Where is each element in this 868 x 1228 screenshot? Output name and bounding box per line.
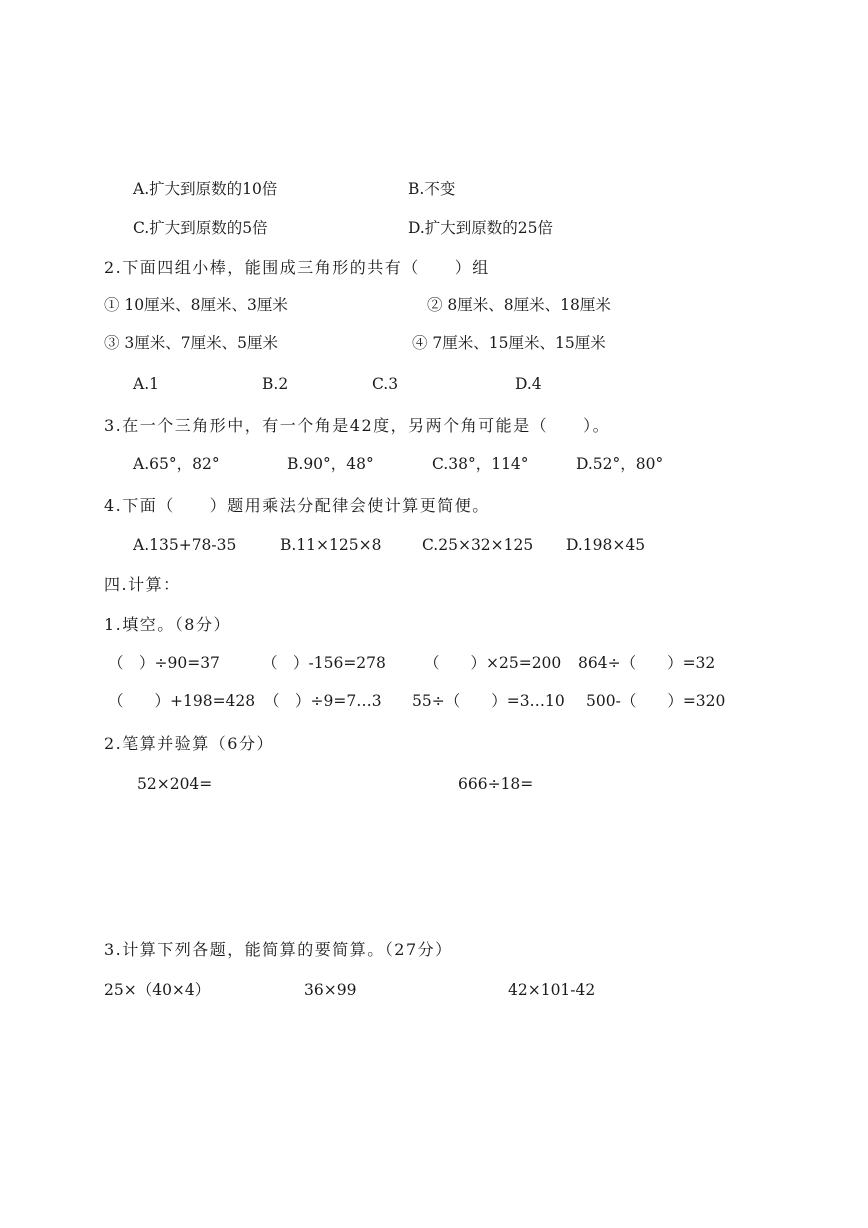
q4-option-d: D.198×45 xyxy=(566,536,646,554)
fill-in-item: （ ）-156=278 xyxy=(262,654,386,672)
written-calc-item: 666÷18= xyxy=(458,775,534,793)
q4-option-c: C.25×32×125 xyxy=(422,536,534,554)
simplify-calc-item: 36×99 xyxy=(304,981,357,999)
q3-option-a: A.65°，82° xyxy=(133,455,220,473)
q4-option-b: B.11×125×8 xyxy=(280,536,382,554)
fill-in-item: （ ）+198=428 xyxy=(108,692,256,710)
fill-in-item: （ ）×25=200 xyxy=(424,654,562,672)
q2-group-1: ① 10厘米、8厘米、3厘米 xyxy=(104,296,288,314)
written-calc-item: 52×204= xyxy=(137,775,213,793)
simplify-calc-item: 25×（40×4） xyxy=(104,981,211,999)
written-calc-title: 2.笔算并验算（6分） xyxy=(104,734,274,753)
simplify-calc-item: 42×101-42 xyxy=(508,981,596,999)
q3-option-d: D.52°，80° xyxy=(576,455,664,473)
q1-option-a: A.扩大到原数的10倍 xyxy=(133,180,278,198)
q4-stem: 4.下面（ ）题用乘法分配律会使计算更简便。 xyxy=(104,496,490,515)
q2-stem: 2.下面四组小棒，能围成三角形的共有（ ）组 xyxy=(104,258,490,277)
q2-option-a: A.1 xyxy=(133,375,159,393)
fill-in-item: 500-（ ）=320 xyxy=(586,692,726,710)
q2-group-2: ② 8厘米、8厘米、18厘米 xyxy=(427,296,611,314)
fill-in-item: （ ）÷90=37 xyxy=(108,654,220,672)
section-4-title: 四.计算： xyxy=(104,575,181,594)
q2-option-c: C.3 xyxy=(372,375,399,393)
fill-in-title: 1.填空。（8分） xyxy=(104,615,231,634)
q3-option-c: C.38°，114° xyxy=(432,455,529,473)
q1-option-c: C.扩大到原数的5倍 xyxy=(133,219,268,237)
q2-option-b: B.2 xyxy=(262,375,289,393)
simplify-calc-title: 3.计算下列各题，能简算的要简算。（27分） xyxy=(104,940,453,959)
fill-in-item: 55÷（ ）=3…10 xyxy=(412,692,565,710)
q1-option-d: D.扩大到原数的25倍 xyxy=(408,219,554,237)
q2-group-3: ③ 3厘米、7厘米、5厘米 xyxy=(104,334,279,352)
q1-option-b: B.不变 xyxy=(408,180,456,198)
fill-in-item: 864÷（ ）=32 xyxy=(578,654,716,672)
q3-option-b: B.90°，48° xyxy=(287,455,374,473)
q4-option-a: A.135+78-35 xyxy=(133,536,237,554)
q2-option-d: D.4 xyxy=(515,375,542,393)
q3-stem: 3.在一个三角形中，有一个角是42度，另两个角可能是（ ）。 xyxy=(104,416,611,435)
q2-group-4: ④ 7厘米、15厘米、15厘米 xyxy=(412,334,606,352)
fill-in-item: （ ）÷9=7…3 xyxy=(264,692,382,710)
